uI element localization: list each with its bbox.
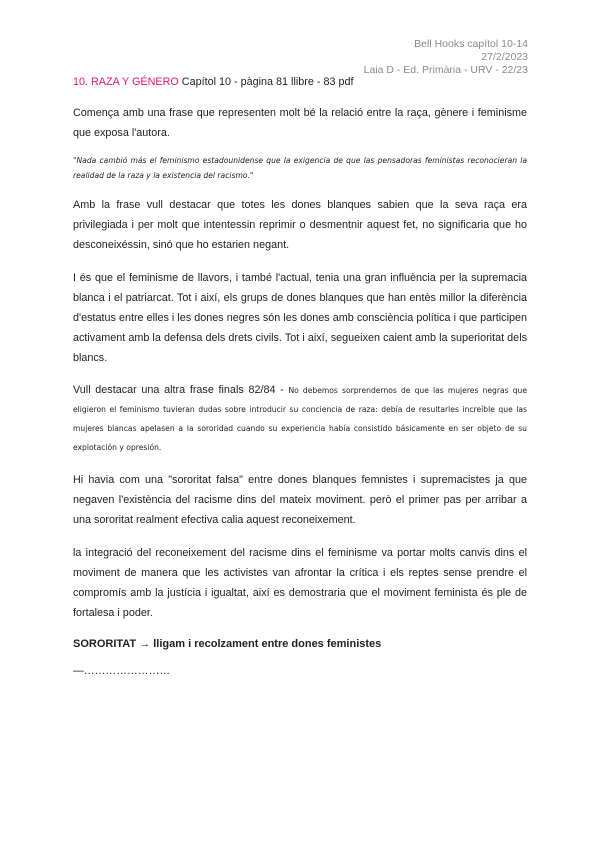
paragraph-2: Amb la frase vull destacar que totes les dones blanques sabien que la seva raça era privilegiada i per molt que intentessin reprimir o desmentnir aquest fet, no significaria que ho desconeixéssin, sinó que ho estarien negant.: [73, 199, 527, 251]
paragraph-4-lead: Vull destacar una altra frase finals 82/84 -: [73, 384, 289, 396]
section-title-highlight: 10. RAZA Y GÉNERO: [73, 76, 179, 88]
header-title: Bell Hooks capítol 10-14: [414, 38, 528, 50]
document-body: [73, 75, 527, 678]
quote-block: "Nada cambió más el feminismo estadounidense que la exigencia de que las pensadoras feministas reconocieran la realidad de la raza y la existencia del racismo.": [73, 156, 527, 180]
paragraph-3: I és que el feminisme de llavors, i també l'actual, tenia una gran influència per la supremacia blanca i el patriarcat. Tot i així, els grups de dones blanques que han entès millor la diferència d'estatus entre elles i les dones negres són les dones amb consciència política i que participen activament amb la defensa dels drets civils. Tot i així, segueixen caient amb la superioritat dels blancs.: [73, 272, 527, 364]
document-header: [364, 38, 528, 77]
definition-line: SORORITAT → lligam i recolzament entre dones feministes: [73, 638, 382, 650]
header-author: Laia D - Ed. Primària - URV - 22/23: [363, 64, 528, 76]
separator-line: —……………………: [73, 665, 171, 677]
paragraph-4-quote: No debemos sorprendernos de que las mujeres negras que eligieron el feminismo tuvieran dudas sobre introducir su conciencia de raza: debía de resultarles increíble que las mujeres blancas apelasen a la sororidad cuando su experiencia había consistido básicamente en ser objeto de su explotación y opresión.: [73, 386, 527, 452]
section-title: [73, 75, 527, 89]
header-date: 27/2/2023: [481, 51, 528, 63]
paragraph-5: Hi havia com una "sororitat falsa" entre dones blanques femnistes i supremacistes ja que negaven l'existència del racisme dins del mateix moviment. però el primer pas per arribar a una sororitat realment efectiva calia aquest reconeixement.: [73, 474, 527, 526]
paragraph-intro: Comença amb una frase que representen molt bé la relació entre la raça, gènere i feminisme que exposa l'autora.: [73, 107, 527, 139]
section-title-reference: Capítol 10 - pàgina 81 llibre - 83 pdf: [178, 76, 354, 88]
paragraph-4: [73, 381, 527, 457]
paragraph-6: la integració del reconeixement del racisme dins el feminisme va portar molts canvis dins el moviment de manera que les activistes van afrontar la crítica i els reptes sense prendre el compromís amb la justícia i igualtat, així es demostraria que el moviment feminista és ple de fortalesa i poder.: [73, 547, 527, 619]
